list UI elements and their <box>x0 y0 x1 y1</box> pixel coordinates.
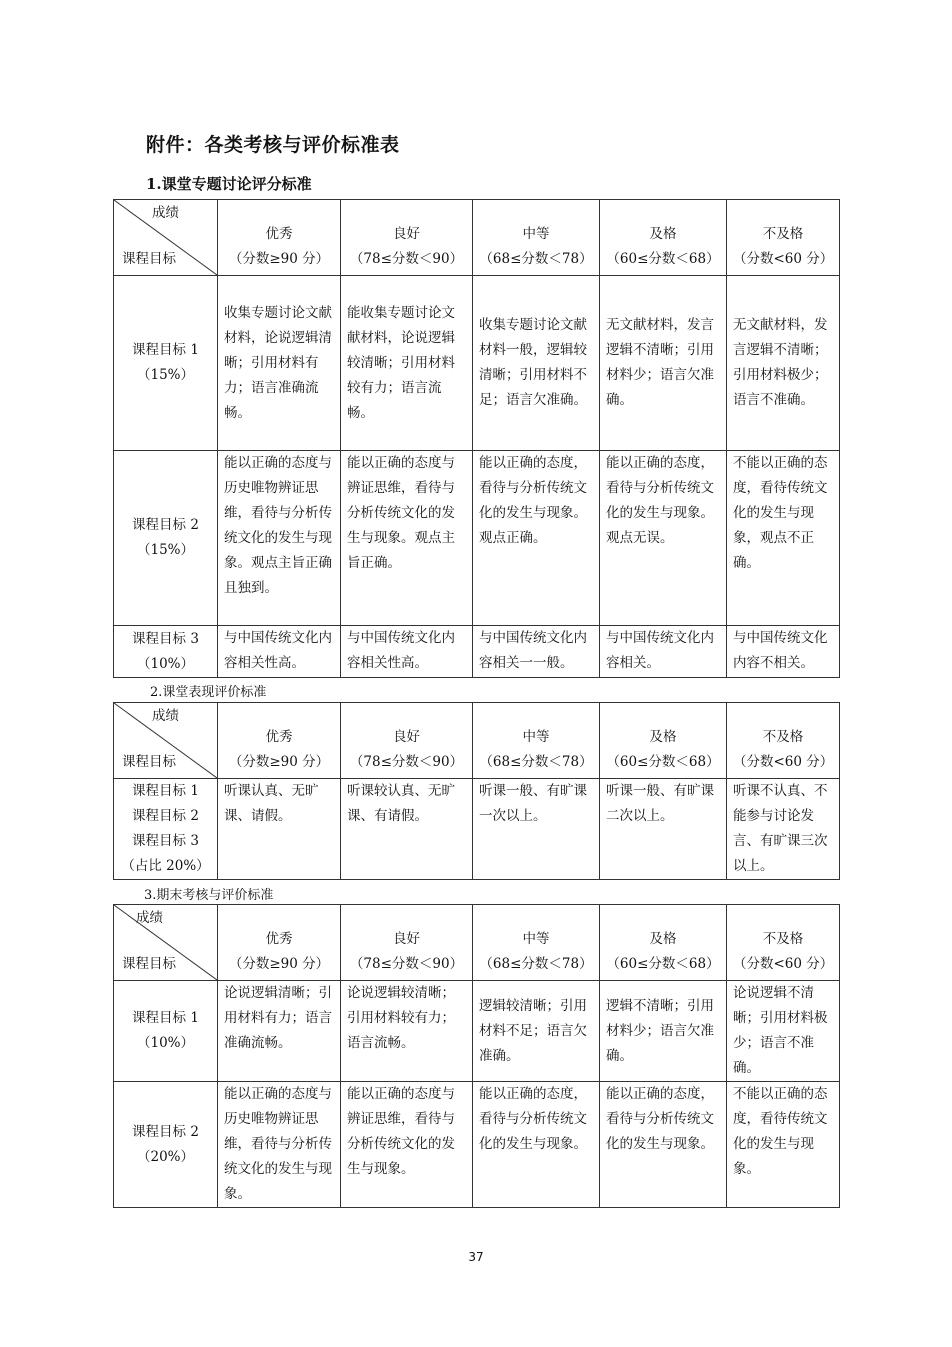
criteria-cell: 听课较认真、无旷课、有请假。 <box>341 779 473 880</box>
table-row <box>114 1082 840 1208</box>
criteria-cell: 能以正确的态度，看待与分析传统文化的发生与现象。观点无误。 <box>600 451 727 626</box>
table-header-row <box>114 703 840 779</box>
criteria-cell: 听课认真、无旷课、请假。 <box>218 779 341 880</box>
criteria-cell: 听课一般、有旷课二次以上。 <box>600 779 727 880</box>
criteria-cell: 论说逻辑不清晰；引用材料极少；语言不准确。 <box>727 981 840 1082</box>
criteria-cell: 不能以正确的态度，看待传统文化的发生与现象。 <box>727 1082 840 1208</box>
grade-header-pass: 及格 （60≤分数＜68） <box>600 703 727 779</box>
table-row <box>114 779 840 880</box>
table-row <box>114 626 840 678</box>
criteria-cell: 听课一般、有旷课一次以上。 <box>473 779 600 880</box>
diagonal-header-cell <box>114 905 218 981</box>
goal-cell: 课程目标 3 （10%） <box>114 626 218 678</box>
grade-header-medium: 中等 （68≤分数＜78） <box>473 703 600 779</box>
grade-header-excellent: 优秀 （分数≥90 分） <box>218 200 341 276</box>
section-1-heading: 1.课堂专题讨论评分标准 <box>146 175 312 193</box>
grade-header-excellent: 优秀 （分数≥90 分） <box>218 703 341 779</box>
criteria-cell: 能收集专题讨论文献材料，论说逻辑较清晰；引用材料较有力；语言流畅。 <box>341 276 473 451</box>
criteria-cell: 逻辑较清晰；引用材料不足；语言欠准确。 <box>473 981 600 1082</box>
table-row <box>114 276 840 451</box>
goal-cell: 课程目标 1 （15%） <box>114 276 218 451</box>
grade-header-fail: 不及格 （分数<60 分） <box>727 905 840 981</box>
grade-header-pass: 及格 （60≤分数＜68） <box>600 905 727 981</box>
section-3-heading: 3.期末考核与评价标准 <box>144 888 274 903</box>
criteria-cell: 逻辑不清晰；引用材料少；语言欠准确。 <box>600 981 727 1082</box>
discussion-scoring-table <box>113 199 840 678</box>
criteria-cell: 论说逻辑较清晰；引用材料较有力；语言流畅。 <box>341 981 473 1082</box>
grade-header-fail: 不及格 （分数<60 分） <box>727 200 840 276</box>
diag-label-grade: 成绩 <box>152 708 179 724</box>
criteria-cell: 能以正确的态度与辨证思维，看待与分析传统文化的发生与现象。观点主旨正确。 <box>341 451 473 626</box>
criteria-cell: 与中国传统文化内容相关性高。 <box>218 626 341 678</box>
diagonal-header-cell <box>114 703 218 779</box>
criteria-cell: 与中国传统文化内容不相关。 <box>727 626 840 678</box>
criteria-cell: 听课不认真、不能参与讨论发言、有旷课三次以上。 <box>727 779 840 880</box>
table-row <box>114 981 840 1082</box>
diagonal-header-cell <box>114 200 218 276</box>
criteria-cell: 能以正确的态度与历史唯物辨证思维，看待与分析传统文化的发生与现象。观点主旨正确且独到。 <box>218 451 341 626</box>
page-title: 附件：各类考核与评价标准表 <box>146 134 400 156</box>
criteria-cell: 不能以正确的态度，看待传统文化的发生与现象，观点不正确。 <box>727 451 840 626</box>
grade-header-excellent: 优秀 （分数≥90 分） <box>218 905 341 981</box>
diag-label-goal: 课程目标 <box>122 956 176 972</box>
criteria-cell: 论说逻辑清晰；引用材料有力；语言准确流畅。 <box>218 981 341 1082</box>
goal-cell: 课程目标 1 （10%） <box>114 981 218 1082</box>
grade-header-good: 良好 （78≤分数＜90） <box>341 200 473 276</box>
criteria-cell: 能以正确的态度，看待与分析传统文化的发生与现象。 <box>473 1082 600 1208</box>
grade-header-good: 良好 （78≤分数＜90） <box>341 703 473 779</box>
criteria-cell: 能以正确的态度与辨证思维，看待与分析传统文化的发生与现象。 <box>341 1082 473 1208</box>
criteria-cell: 收集专题讨论文献材料一般，逻辑较清晰；引用材料不足；语言欠准确。 <box>473 276 600 451</box>
diag-label-goal: 课程目标 <box>122 251 176 267</box>
grade-header-pass: 及格 （60≤分数＜68） <box>600 200 727 276</box>
page-number: 37 <box>468 1250 484 1264</box>
grade-header-fail: 不及格 （分数<60 分） <box>727 703 840 779</box>
criteria-cell: 收集专题讨论文献材料，论说逻辑清晰；引用材料有力；语言准确流畅。 <box>218 276 341 451</box>
criteria-cell: 能以正确的态度，看待与分析传统文化的发生与现象。 <box>600 1082 727 1208</box>
criteria-cell: 无文献材料，发言逻辑不清晰；引用材料极少；语言不准确。 <box>727 276 840 451</box>
grade-header-good: 良好 （78≤分数＜90） <box>341 905 473 981</box>
table-row <box>114 451 840 626</box>
criteria-cell: 与中国传统文化内容相关一一般。 <box>473 626 600 678</box>
goal-cell: 课程目标 1 课程目标 2 课程目标 3 （占比 20%） <box>114 779 218 880</box>
criteria-cell: 能以正确的态度与历史唯物辨证思维，看待与分析传统文化的发生与现象。 <box>218 1082 341 1208</box>
diag-label-grade: 成绩 <box>136 910 163 926</box>
goal-cell: 课程目标 2 （15%） <box>114 451 218 626</box>
criteria-cell: 与中国传统文化内容相关性高。 <box>341 626 473 678</box>
table-header-row <box>114 200 840 276</box>
criteria-cell: 能以正确的态度，看待与分析传统文化的发生与现象。观点正确。 <box>473 451 600 626</box>
diag-label-grade: 成绩 <box>152 205 179 221</box>
diag-label-goal: 课程目标 <box>122 754 176 770</box>
section-2-heading: 2.课堂表现评价标准 <box>150 685 267 700</box>
criteria-cell: 与中国传统文化内容相关。 <box>600 626 727 678</box>
goal-cell: 课程目标 2 （20%） <box>114 1082 218 1208</box>
criteria-cell: 无文献材料，发言逻辑不清晰；引用材料少；语言欠准确。 <box>600 276 727 451</box>
final-exam-table <box>113 904 840 1208</box>
grade-header-medium: 中等 （68≤分数＜78） <box>473 200 600 276</box>
grade-header-medium: 中等 （68≤分数＜78） <box>473 905 600 981</box>
table-header-row <box>114 905 840 981</box>
class-performance-table <box>113 702 840 880</box>
